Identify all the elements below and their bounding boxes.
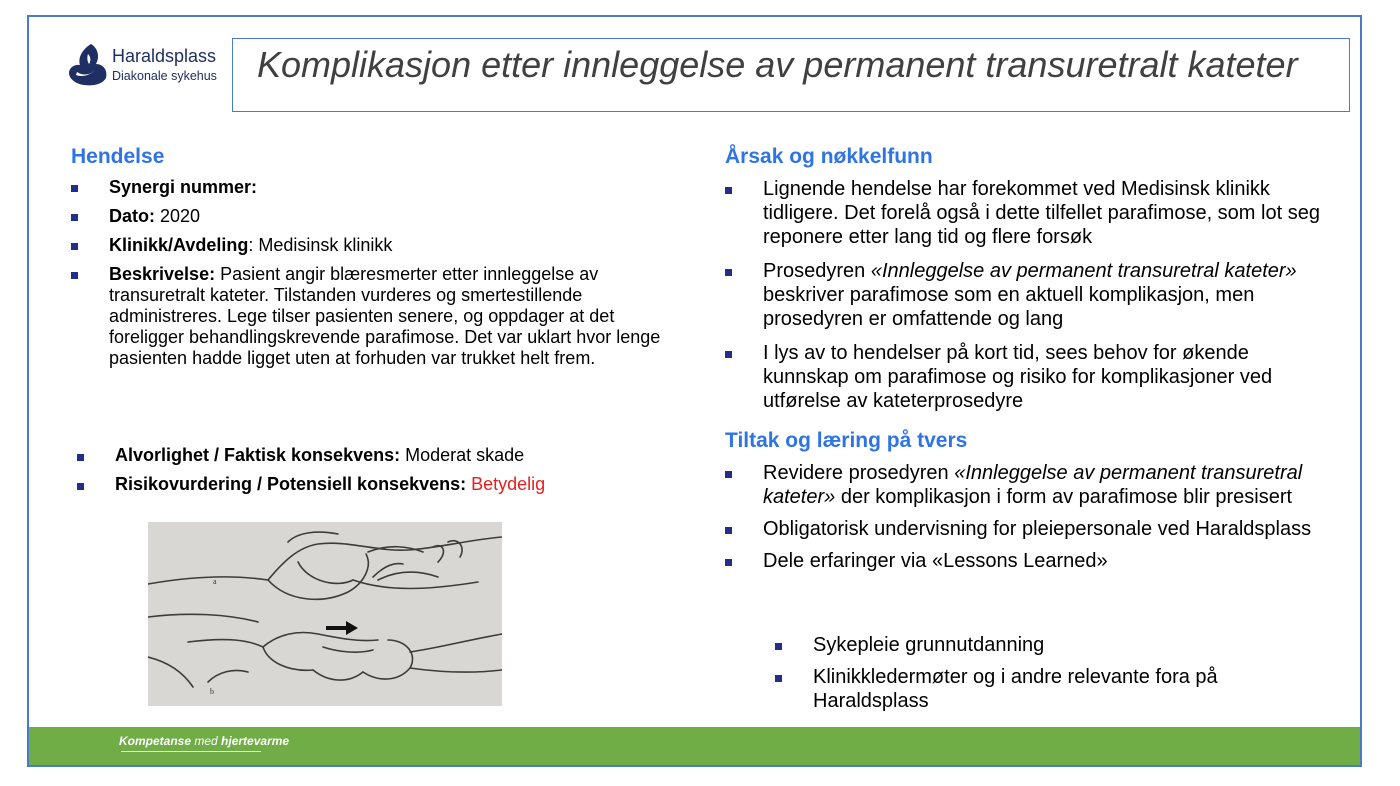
list-item xyxy=(77,474,677,495)
item-label: Klinikk/Avdeling xyxy=(109,235,249,255)
bullet-icon xyxy=(725,559,732,566)
title-box xyxy=(232,38,1350,112)
item-text-italic: «Innleggelse av permanent transuretral kateter» xyxy=(870,260,1297,282)
item-text: Sykepleie grunnutdanning xyxy=(813,634,1045,656)
slide-title: Komplikasjon etter innleggelse av permanent transuretralt kateter xyxy=(257,44,1298,85)
list-item xyxy=(725,461,1335,509)
slide xyxy=(27,15,1362,767)
bullet-icon xyxy=(725,269,732,276)
list-item xyxy=(71,235,671,256)
bullet-icon xyxy=(77,483,84,490)
sub-list xyxy=(725,633,1335,713)
severity-value: Moderat skade xyxy=(400,445,525,465)
item-text-pre: Revidere prosedyren xyxy=(763,462,955,484)
item-text: I lys av to hendelser på kort tid, sees behov for økende kunnskap om parafimose og risiko for komplikasjoner ved utførelse av kateterprosedyre xyxy=(763,342,1273,412)
item-value: Pasient angir blæresmerter etter innleggelse av transuretralt kateter. Tilstanden vurderes og smertestillende administreres. Lege tilser pasienten senere, og oppdager at det foreligger behandlingskrevende parafimose. Det var uklart hvor lenge pasienten hadde ligget uten at forhuden var trukket helt frem. xyxy=(109,264,661,368)
item-text-post: der komplikasjon i form av parafimose blir presisert xyxy=(835,486,1293,508)
sub-list-item xyxy=(725,665,1335,713)
item-label: Beskrivelse: xyxy=(109,264,216,284)
footer-underline xyxy=(121,751,261,752)
item-text: Lignende hendelse har forekommet ved Medisinsk klinikk tidligere. Det forelå også i dette tilfellet parafimose, som lot seg reponere etter lang tid og flere forsøk xyxy=(763,178,1320,248)
list-item xyxy=(71,264,671,369)
item-text-italic: «Innleggelse av permanent transuretral kateter» xyxy=(763,462,1303,508)
bullet-icon xyxy=(725,351,732,358)
item-text-pre: Prosedyren xyxy=(763,260,871,282)
list-item xyxy=(725,517,1335,541)
cause-heading: Årsak og nøkkelfunn xyxy=(725,145,933,168)
svg-text:b: b xyxy=(210,687,214,696)
item-text-post: beskriver parafimose som en aktuell komplikasjon, men prosedyren er omfattende og lang xyxy=(763,284,1255,330)
item-text: Dele erfaringer via «Lessons Learned» xyxy=(763,550,1108,572)
bullet-icon xyxy=(775,675,782,682)
sub-list-item xyxy=(725,633,1335,657)
logo xyxy=(67,42,227,90)
illustration-image xyxy=(148,522,502,706)
paraphimosis-drawing xyxy=(148,522,502,706)
list-item xyxy=(725,177,1335,249)
list-item xyxy=(77,445,677,466)
item-label: Synergi nummer: xyxy=(109,177,258,197)
bullet-icon xyxy=(77,454,84,461)
dove-logo-icon xyxy=(67,42,111,88)
bullet-icon xyxy=(71,243,78,250)
action-heading: Tiltak og læring på tvers xyxy=(725,429,968,452)
list-item xyxy=(71,177,671,198)
item-text: Obligatorisk undervisning for pleiepersonale ved Haraldsplass xyxy=(763,518,1312,540)
footer-bar xyxy=(29,727,1360,765)
list-item xyxy=(725,549,1335,573)
footer-slogan: Kompetanse med hjertevarme xyxy=(119,734,290,748)
svg-text:a: a xyxy=(213,577,217,586)
list-item xyxy=(725,341,1335,413)
list-item xyxy=(725,259,1335,331)
bullet-icon xyxy=(71,272,78,279)
risk-value: Betydelig xyxy=(466,474,546,494)
item-text: Klinikkledermøter og i andre relevante fora på Haraldsplass xyxy=(813,666,1218,712)
cause-list xyxy=(725,177,1335,413)
risk-label: Risikovurdering / Potensiell konsekvens: xyxy=(115,474,467,494)
bullet-icon xyxy=(725,187,732,194)
item-value: 2020 xyxy=(155,206,201,226)
bullet-icon xyxy=(725,527,732,534)
consequence-list xyxy=(77,445,677,495)
bullet-icon xyxy=(725,471,732,478)
item-value: : Medisinsk klinikk xyxy=(248,235,393,255)
left-heading: Hendelse xyxy=(71,145,165,168)
bullet-icon xyxy=(775,643,782,650)
severity-label: Alvorlighet / Faktisk konsekvens: xyxy=(115,445,401,465)
action-list xyxy=(725,461,1335,581)
event-list xyxy=(71,177,671,369)
logo-subtitle: Diakonale sykehus xyxy=(112,69,217,83)
logo-name: Haraldsplass xyxy=(112,46,217,66)
bullet-icon xyxy=(71,185,78,192)
bullet-icon xyxy=(71,214,78,221)
list-item xyxy=(71,206,671,227)
item-label: Dato: xyxy=(109,206,155,226)
